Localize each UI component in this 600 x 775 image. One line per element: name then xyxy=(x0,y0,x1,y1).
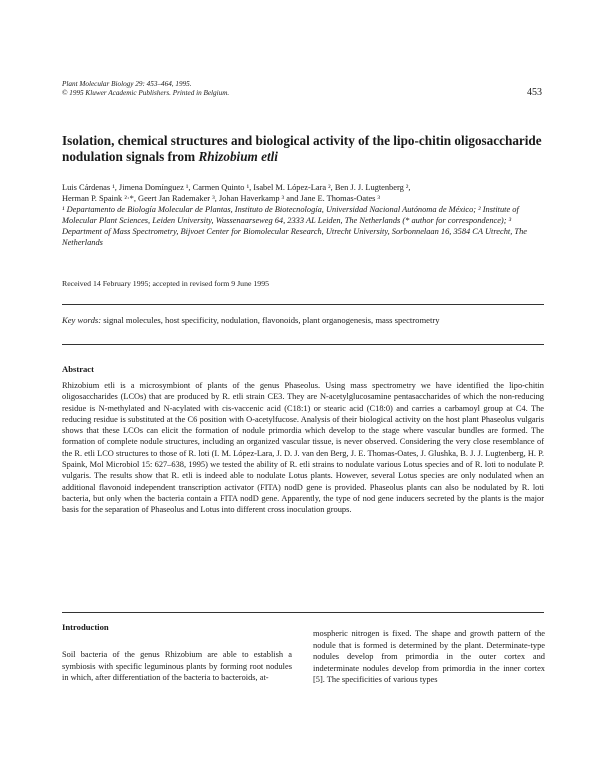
abstract-text: Rhizobium etli is a microsymbiont of plants of the genus Phaseolus. Using mass spectrometry we have identified the lipo-chitin oligosaccharides (LCOs) that are produced by R. etli strain CE3. They are N-acetylglucosamine pentasaccharides of which the non-reducing residue is N-methylated and N-acylated with cis-vaccenic acid (C18:1) or stearic acid (C18:0) and carries a carbamoyl group at C4. The reducing residue is substituted at the C6 position with O-acetylfucose. Analysis of their biological activity on the host plant Phaseolus vulgaris shows that these LCOs can elicit the formation of nodule primordia which develop to the stage where vascular bundles are formed. The formation of complete nodule structures, including an organized vascular tissue, is never observed. Considering the very close resemblance of the R. etli LCO structures to those of R. loti (I. M. López-Lara, J. D. J. van den Berg, J. E. Thomas-Oates, J. Glushka, B. J. J. Lugtenberg, H. P. Spaink, Mol Microbiol 15: 627–638, 1995) we tested the ability of R. etli strains to nodulate various Lotus species and of R. loti to nodulate P. vulgaris. The results show that R. etli is indeed able to nodulate Lotus plants. However, several Lotus species are only nodulated when an additional flavonoid independent transcription activator (FITA) nodD gene is provided. Phaseolus plants can also be nodulated by R. loti bacteria, but only when the bacteria contain a FITA nodD gene. Apparently, the type of nod gene inducers secreted by the plants is the major basis for the separation of Phaseolus and Lotus into different cross inoculation groups. xyxy=(62,381,544,515)
keywords-text: signal molecules, host specificity, nodulation, flavonoids, plant organogenesis, mass spectrometry xyxy=(101,315,440,325)
journal-reference xyxy=(62,80,229,98)
introduction-column-1: Soil bacteria of the genus Rhizobium are able to establish a symbiosis with specific leguminous plants by forming root nodules in which, after differentiation of the bacteria to bacteroids, at- xyxy=(62,650,292,682)
divider-bottom xyxy=(62,612,544,613)
author-line-1: Luis Cárdenas ¹, Jimena Domínguez ¹, Carmen Quinto ¹, Isabel M. López-Lara ², Ben J. J. Lugtenberg ², xyxy=(62,183,411,192)
affiliations: ¹ Departamento de Biología Molecular de Plantas, Instituto de Biotecnología, Universidad Nacional Autónoma de México; ² Institute of Molecular Plant Sciences, Leiden University, Wassenaarseweg 64, 2333 AL Leiden, The Netherlands (* author for correspondence); ³ Department of Mass Spectrometry, Bijvoet Center for Biomolecular Research, Utrecht University, Sorbonnelaan 16, 3584 CA Utrecht, The Netherlands xyxy=(62,205,527,247)
article-title xyxy=(62,133,542,165)
keywords xyxy=(62,315,462,326)
divider-top xyxy=(62,304,544,305)
author-line-2: Herman P. Spaink ²·*, Geert Jan Rademaker ³, Johan Haverkamp ³ and Jane E. Thomas-Oates ³ xyxy=(62,194,381,203)
abstract-heading: Abstract xyxy=(62,364,94,374)
journal-copyright: © 1995 Kluwer Academic Publishers. Printed in Belgium. xyxy=(62,89,230,97)
page-number: 453 xyxy=(527,87,542,98)
received-dates: Received 14 February 1995; accepted in revised form 9 June 1995 xyxy=(62,279,269,288)
title-main: Isolation, chemical structures and biological activity of the lipo-chitin oligosaccharide nodulation signals from xyxy=(62,133,542,164)
introduction-column-2: mospheric nitrogen is fixed. The shape and growth pattern of the nodule that is formed is determined by the plant. Determinate-type nodules develop from primordia in the outer cortex and indeterminate nodules develop from primordia in the inner cortex [5]. The specificities of various types xyxy=(313,629,545,684)
journal-citation: Plant Molecular Biology 29: 453–464, 1995. xyxy=(62,80,192,88)
keywords-label: Key words: xyxy=(62,315,102,325)
divider-mid xyxy=(62,344,544,345)
title-organism: Rhizobium etli xyxy=(198,149,278,164)
author-block xyxy=(62,182,548,248)
introduction-heading: Introduction xyxy=(62,622,109,632)
